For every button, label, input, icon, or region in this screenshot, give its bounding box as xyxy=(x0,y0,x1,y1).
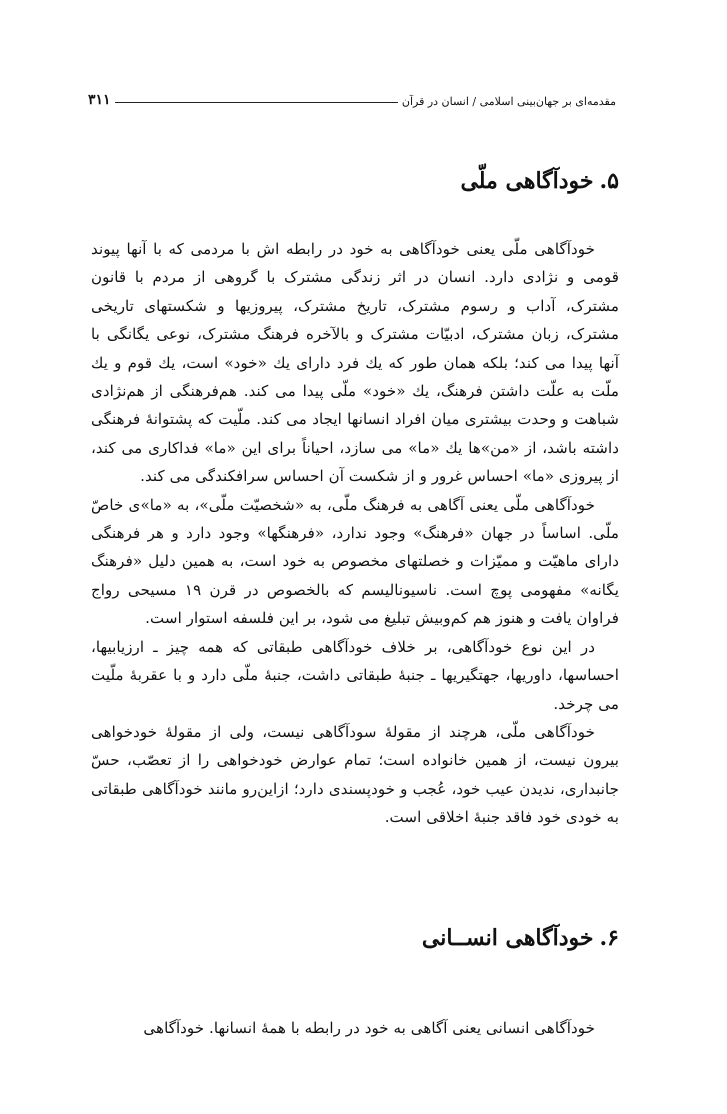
running-header xyxy=(88,84,616,108)
paragraph: در این نوع خودآگاهی، بر خلاف خودآگاهی طبقاتی که همه چیز ـ ارزیابیها، احساسها، داوریها، جهتگیریها ـ جنبهٔ طبقاتی داشت، جنبهٔ ملّی دارد و با عقربهٔ ملّیت می چرخد. xyxy=(91,637,619,713)
section-number: ۵. xyxy=(599,168,619,194)
page-number: ۳۱۱ xyxy=(88,92,111,108)
paragraph: خودآگاهی انسانی یعنی آگاهی به خود در رابطه با همهٔ انسانها. خودآگاهی xyxy=(143,1019,595,1037)
paragraph: خودآگاهی ملّی، هرچند از مقولهٔ سودآگاهی نیست، ولی از مقولهٔ خودخواهی بیرون نیست، از همین خانواده است؛ تمام عوارض خودخواهی را از تعصّب، حسّ جانبداری، ندیدن عیب خود، عُجب و خودپسندی دارد؛ ازاین‌رو مانند خودآگاهی طبقاتی به خودی خود فاقد جنبهٔ اخلاقی است. xyxy=(91,722,619,827)
section-heading-human-self-awareness xyxy=(159,925,619,951)
section-heading-national-self-awareness xyxy=(159,168,619,194)
paragraph: خودآگاهی ملّی یعنی خودآگاهی به خود در رابطه اش با مردمی که با آنها پیوند قومی و نژادی دارد. انسان در اثر زندگی مشترک با گروهی از مردم با قانون مشترک، آداب و رسوم مشترک، تاریخ مشترک، پیروزیها و شکستهای تاریخی مشترک، زبان مشترک، ادبیّات مشترک و بالآخره فرهنگ مشترک، نوعی یگانگی با آنها پیدا می کند؛ بلکه همان طور که یك فرد دارای یك «خود» است، یك قوم و یك ملّت به علّت داشتن فرهنگ، یك «خود» ملّی پیدا می کند. هم‌فرهنگی از هم‌نژادی شباهت و وحدت بیشتری میان افراد انسانها ایجاد می کند. ملّیت که پشتوانهٔ فرهنگی داشته باشد، از «من»ها یك «ما» می سازد، احیاناً برای این «ما» فداکاری می کند، از پیروزی «ما» احساس غرور و از شکست آن احساس سرافکندگی می کند. xyxy=(91,240,619,486)
running-title: مقدمه‌ای بر جهان‌بینی اسلامی / انسان در قرآن xyxy=(401,95,616,108)
section-title: خودآگاهی انســانی xyxy=(421,925,594,951)
paragraph: خودآگاهی ملّی یعنی آگاهی به فرهنگ ملّی، به «شخصیّت ملّی»، به «ما»ی خاصّ ملّی. اساساً در جهان «فرهنگ» وجود ندارد، «فرهنگها» وجود دارد و هر فرهنگی دارای ماهیّت و ممیّزات و خصلتهای مخصوص به خود است، به همین دلیل «فرهنگ یگانه» مفهومی پوچ است. ناسیونالیسم که بالخصوص در قرن ۱۹ مسیحی رواج فراوان یافت و هنوز هم کم‌وبیش تبلیغ می شود، بر این فلسفه استوار است. xyxy=(91,495,619,628)
section-body xyxy=(91,1014,619,1042)
section-number: ۶. xyxy=(599,925,619,951)
section-body xyxy=(91,235,619,832)
section-title: خودآگاهی ملّی xyxy=(460,168,594,194)
header-rule xyxy=(115,102,398,103)
